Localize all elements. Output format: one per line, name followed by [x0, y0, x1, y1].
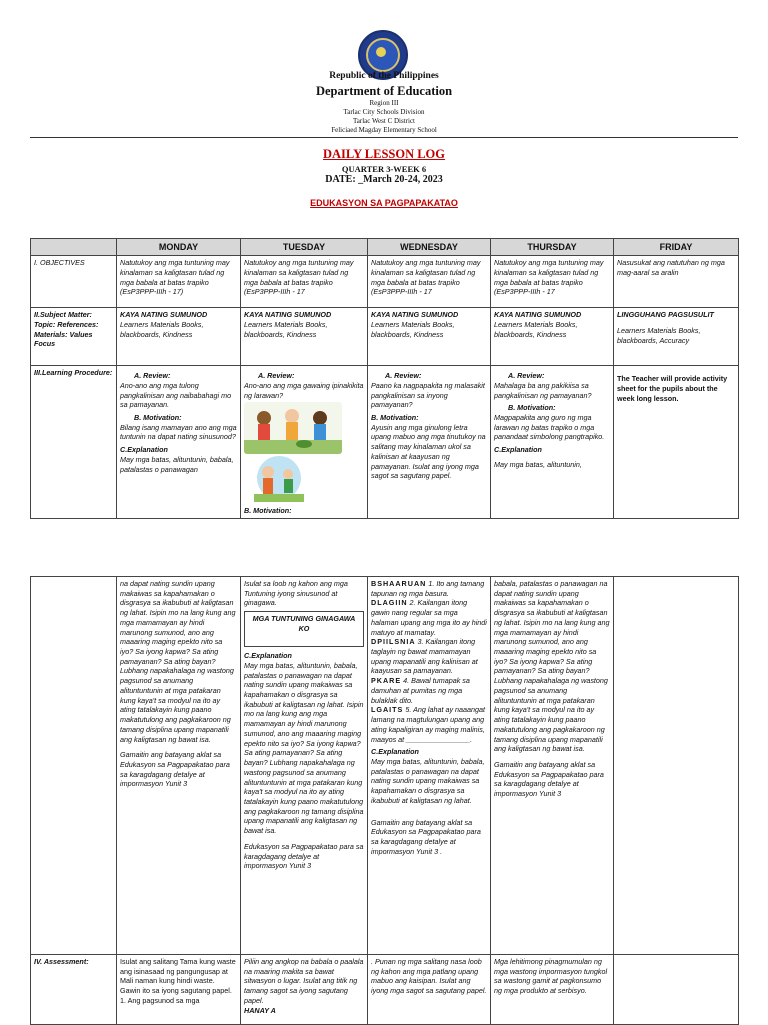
- procedure-tue: [241, 366, 368, 519]
- subject-fri: [614, 308, 739, 366]
- cont-fri: [614, 577, 739, 955]
- region-line: Region III: [369, 99, 399, 107]
- cont-mon: [117, 577, 241, 955]
- procedure-wed: [368, 366, 491, 519]
- review-heading-mon: A. Review:: [134, 371, 171, 381]
- explanation-wed: May mga batas, alituntunin, babala, patalastas o panawagan na dapat nating sundin upang makaiwas sa kapahamakan o disgrasya sa ikabubuti at kaligtasan ng lahat.: [371, 756, 485, 805]
- school-line: Feliciaed Magday Elementary School: [331, 126, 437, 134]
- assessment-fri: [614, 955, 739, 1025]
- review-tue: Ano-ano ang mga gawaing ipinakikita ng larawan?: [244, 380, 364, 400]
- review-thu: Mahalaga ba ang pakikiisa sa pangkalinisan ng pamayanan?: [494, 380, 592, 400]
- materials-mon: Learners Materials Books, blackboards, Kindness: [120, 319, 204, 339]
- topic-wed: KAYA NATING SUMUNOD: [371, 310, 459, 320]
- procedure-label: III.Learning Procedure:: [31, 366, 117, 519]
- motivation-heading-mon: B. Motivation:: [134, 413, 182, 423]
- procedure-thu: [491, 366, 614, 519]
- objectives-mon: Natutukoy ang mga tuntuning may kinalaman sa kaligtasan tulad ng mga babala at batas trapiko (EsP3PPP-IIIh - 17): [117, 256, 241, 308]
- assessment-tue-text: Piliin ang angkop na babala o paalala na maaring makita sa bawat sitwasyon o lugar. Isulat ang titik ng tamang sagot sa iyong sagutang papel.: [244, 957, 364, 1005]
- motivation-heading-wed: B. Motivation:: [371, 413, 419, 423]
- motivation-heading-tue: B. Motivation:: [244, 506, 292, 516]
- scramble-item-4: PKARE 4. Bawal tumapak sa damuhan at pumitas ng mga bulaklak dito.: [371, 676, 470, 705]
- assessment-tue-heading: HANAY A: [244, 1005, 276, 1015]
- explanation-tue: May mga batas, alituntunin, babala, patalastas o panawagan na dapat nating sundin upang makaiwas sa kapahamakan o disgrasya sa ikabubuti at kaligtasan ng lahat. Isipin mo na lang kung ang mga mamamayan ay hindi marunong sumunod, ano ang maaaring maging epekto nito sa iyo? Sa iyong kapwa? Sa ating pamayanan? Sa ating bayan? Lubhang napakahalaga ng wastong pagsunod sa anumang alituntuntunin at mga patakaran kung kaya't sa modyul na ito ay ating tatalakayin kung paano makatutulong ang pagkakaroon ng tamang disiplina upang mapanatili ang kaligtasan ng bawat isa.: [244, 660, 364, 836]
- motivation-wed: Ayusin ang mga ginulong letra upang mabuo ang mga tinutukoy na salitang may kinalaman ukol sa kalinisan at kaayusan ng pamayanan. Isulat ang iyong mga sagot sa sagutang papel.: [371, 422, 486, 481]
- review-heading-tue: A. Review:: [258, 371, 295, 381]
- col-wednesday: WEDNESDAY: [368, 239, 491, 256]
- motivation-heading-thu: B. Motivation:: [508, 403, 556, 413]
- scramble-item-5: LGAITS 5. Ang lahat ay naaangat lamang na magtulungan upang ang ating kapaligiran ay maging malinis, maayos at ________________.: [371, 705, 486, 744]
- scramble-item-1: BSHAARUAN 1. Ito ang tamang tapunan ng mga basura.: [371, 579, 485, 598]
- explanation-heading-thu: C.Explanation: [494, 445, 542, 455]
- objectives-fri: Nasusukat ang natutuhan ng mga mag-aaral sa aralin: [614, 256, 739, 308]
- assessment-mon: Isulat ang salitang Tama kung waste ang isinasaad ng pangungusap at Mali naman kung hindi waste. Gawin ito sa iyong sagutang papel. 1. Ang pagsunod sa mga: [117, 955, 241, 1025]
- reference-tue: Edukasyon sa Pagpapakatao para sa karagdagang detalye at impormasyon Yunit 3: [244, 841, 364, 871]
- activity-sheet-fri: The Teacher will provide activity sheet for the pupils about the week long lesson.: [617, 374, 728, 403]
- materials-thu: Learners Materials Books, blackboards, Kindness: [494, 319, 578, 339]
- republic-line: Republic of the Philippines: [329, 71, 439, 81]
- topic-thu: KAYA NATING SUMUNOD: [494, 310, 582, 320]
- subject-mon: [117, 308, 241, 366]
- quarter-line: QUARTER 3-WEEK 6: [341, 164, 427, 174]
- explanation-cont-thu: babala, patalastas o panawagan na dapat nating sundin upang makaiwas sa kapahamakan o disgrasya sa ikabubuti at kaligtasan ng lahat. Isipin mo na lang kung ang mga mamamayan ay hindi marunong sumunod, ano ang maaaring maging epekto nito sa iyo? Sa iyong kapwa? Sa ating pamayanan? Sa ating bayan? Lubhang napakahalaga ng wastong pagsunod sa anumang alituntuntunin at mga patakaran kung kaya't sa modyul na ito ay ating tatalakayin kung paano makatutulong ang pagkakaroon ng tamang disiplina upang mapanatili ang kaligtasan ng bawat isa.: [494, 579, 610, 754]
- col-tuesday: TUESDAY: [241, 239, 368, 256]
- family-illustration: [244, 456, 314, 504]
- materials-fri: Learners Materials Books, blackboards, Accuracy: [617, 325, 701, 345]
- corner-cell: [31, 239, 117, 256]
- objectives-label: I. OBJECTIVES: [31, 256, 117, 308]
- division-line: Tarlac City Schools Division: [343, 108, 425, 116]
- motivation-mon: Bilang isang mamayan ano ang mga tuntunin na dapat nating sinusunod?: [120, 422, 237, 442]
- topic-fri: LINGGUHANG PAGSUSULIT: [617, 310, 714, 320]
- subject-label: II.Subject Matter: Topic: References: Materials: Values Focus: [31, 308, 117, 366]
- explanation-mon: May mga batas, alituntunin, babala, patalastas o panawagan: [120, 454, 234, 474]
- explanation-thu: May mga batas, alituntunin,: [494, 459, 582, 469]
- procedure-mon: [117, 366, 241, 519]
- children-cleaning-illustration: [244, 402, 342, 454]
- objectives-thu: Natutukoy ang mga tuntuning may kinalaman sa kaligtasan tulad ng mga babala at batas trapiko (EsP3PPP-IIIh - 17: [491, 256, 614, 308]
- materials-tue: Learners Materials Books, blackboards, Kindness: [244, 319, 328, 339]
- materials-wed: Learners Materials Books, blackboards, Kindness: [371, 319, 455, 339]
- reference-wed: Gamaitin ang batayang aklat sa Edukasyon sa Pagpapakatao para sa karagdagang detalye at impormasyon Yunit 3 .: [371, 817, 481, 856]
- department-line: Department of Education: [315, 84, 453, 98]
- scramble-item-3: DPIILSNIA 3. Kailangan itong taglayin ng bawat mamamayan upang mapanatili ang kalinisan at kaayusan sa pamayanan.: [371, 637, 478, 676]
- topic-tue: KAYA NATING SUMUNOD: [244, 310, 332, 320]
- scramble-word-4: PKARE: [371, 676, 402, 686]
- scramble-word-5: LGAITS: [371, 705, 404, 715]
- review-heading-wed: A. Review:: [385, 371, 422, 381]
- explanation-heading-tue: C.Explanation: [244, 651, 292, 661]
- motivation-thu: Magpapakita ang guro ng mga larawan ng batas trapiko o mga panandaat simbolong pangtrapiko.: [494, 413, 605, 442]
- explanation-cont-mon: na dapat nating sundin upang makaiwas sa kapahamakan o disgrasya sa ikabubuti at kaligtasan ng lahat. Isipin mo na lang kung ang mga mamamayan ay hindi marunong sumunod, ano ang maaaring maging epekto nito sa iyo? Sa iyong kapwa? Sa ating pamayanan? Sa ating bayan? Lubhang napakahalaga ng wastong pagsunod sa anumang alituntuntunin at mga patakaran kung kaya't sa modyul na ito ay ating tatalakayin kung paano makatutulong ang pagkakaroon ng tamang disiplina upang mapanatili ang kaligtasan ng bawat isa.: [120, 579, 236, 744]
- objectives-tue: Natutukoy ang mga tuntuning may kinalaman sa kaligtasan tulad ng mga babala at batas trapiko (EsP3PPP-IIIh - 17: [241, 256, 368, 308]
- review-heading-thu: A. Review:: [508, 371, 545, 381]
- col-monday: MONDAY: [117, 239, 241, 256]
- subject-wed: [368, 308, 491, 366]
- lesson-table-bottom: [30, 576, 739, 1025]
- subject-tue: [241, 308, 368, 366]
- procedure-fri: [614, 366, 739, 519]
- header-divider: [30, 137, 738, 138]
- scramble-word-1: BSHAARUAN: [371, 579, 427, 588]
- cont-label: [31, 577, 117, 955]
- lesson-log-title: DAILY LESSON LOG: [322, 147, 446, 161]
- review-mon: Ano-ano ang mga tulong pangkalinisan ang naibabahagi mo sa pamayanan.: [120, 380, 232, 410]
- explanation-heading-mon: C.Explanation: [120, 445, 168, 455]
- seal-sun-icon: [376, 47, 386, 57]
- cont-tue: [241, 577, 368, 955]
- col-friday: FRIDAY: [614, 239, 739, 256]
- assessment-tue: [241, 955, 368, 1025]
- assessment-label: IV. Assessment:: [31, 955, 117, 1025]
- rules-box: MGA TUNTUNING GINAGAWA KO: [244, 611, 364, 647]
- assessment-thu: Mga lehitimong pinagmumulan ng mga wastong impormasyon tungkol sa wastong gamit at pagkonsumo ng mga produkto at serbisyo.: [491, 955, 614, 1025]
- reference-thu: Gamaitin ang batayang aklat sa Edukasyon sa Pagpapakatao para sa karagdagang detalye at impormasyon Yunit 3: [494, 759, 604, 799]
- objectives-wed: Natutukoy ang mga tuntuning may kinalaman sa kaligtasan tulad ng mga babala at batas trapiko (EsP3PPP-IIIh - 17: [368, 256, 491, 308]
- topic-mon: KAYA NATING SUMUNOD: [120, 310, 208, 320]
- district-line: Tarlac West C District: [353, 117, 415, 125]
- cont-wed: [368, 577, 491, 955]
- scramble-word-3: DPIILSNIA: [371, 637, 416, 647]
- review-wed: Paano ka nagpapakita ng malasakit pangkalinisan sa inyong pamayanan?: [371, 380, 485, 410]
- activity-tue: Isulat sa loob ng kahon ang mga Tuntuning iyong sinusunod at ginagawa.: [244, 579, 348, 608]
- scramble-item-2: DLAGIIN 2. Kailangan itong gawin nang regular sa mga halaman upang ang mga ito ay hindi matuyo at mamatay.: [371, 598, 487, 637]
- assessment-wed: . Punan ng mga salitang nasa loob ng kahon ang mga patlang upang mabuo ang kaisipan. Isulat ang iyong mga sagot sa sagutang papel.: [368, 955, 491, 1025]
- cont-thu: [491, 577, 614, 955]
- date-line: DATE: _March 20-24, 2023: [325, 174, 443, 185]
- subject-thu: [491, 308, 614, 366]
- subject-title: EDUKASYON SA PAGPAPAKATAO: [310, 198, 458, 208]
- reference-mon: Gamaitin ang batayang aklat sa Edukasyon sa Pagpapakatao para sa karagdagang detalye at impormasyon Yunit 3: [120, 750, 230, 789]
- scramble-word-2: DLAGIIN: [371, 598, 408, 608]
- lesson-table-top: [30, 238, 739, 519]
- explanation-heading-wed: C.Explanation: [371, 747, 419, 757]
- col-thursday: THURSDAY: [491, 239, 614, 256]
